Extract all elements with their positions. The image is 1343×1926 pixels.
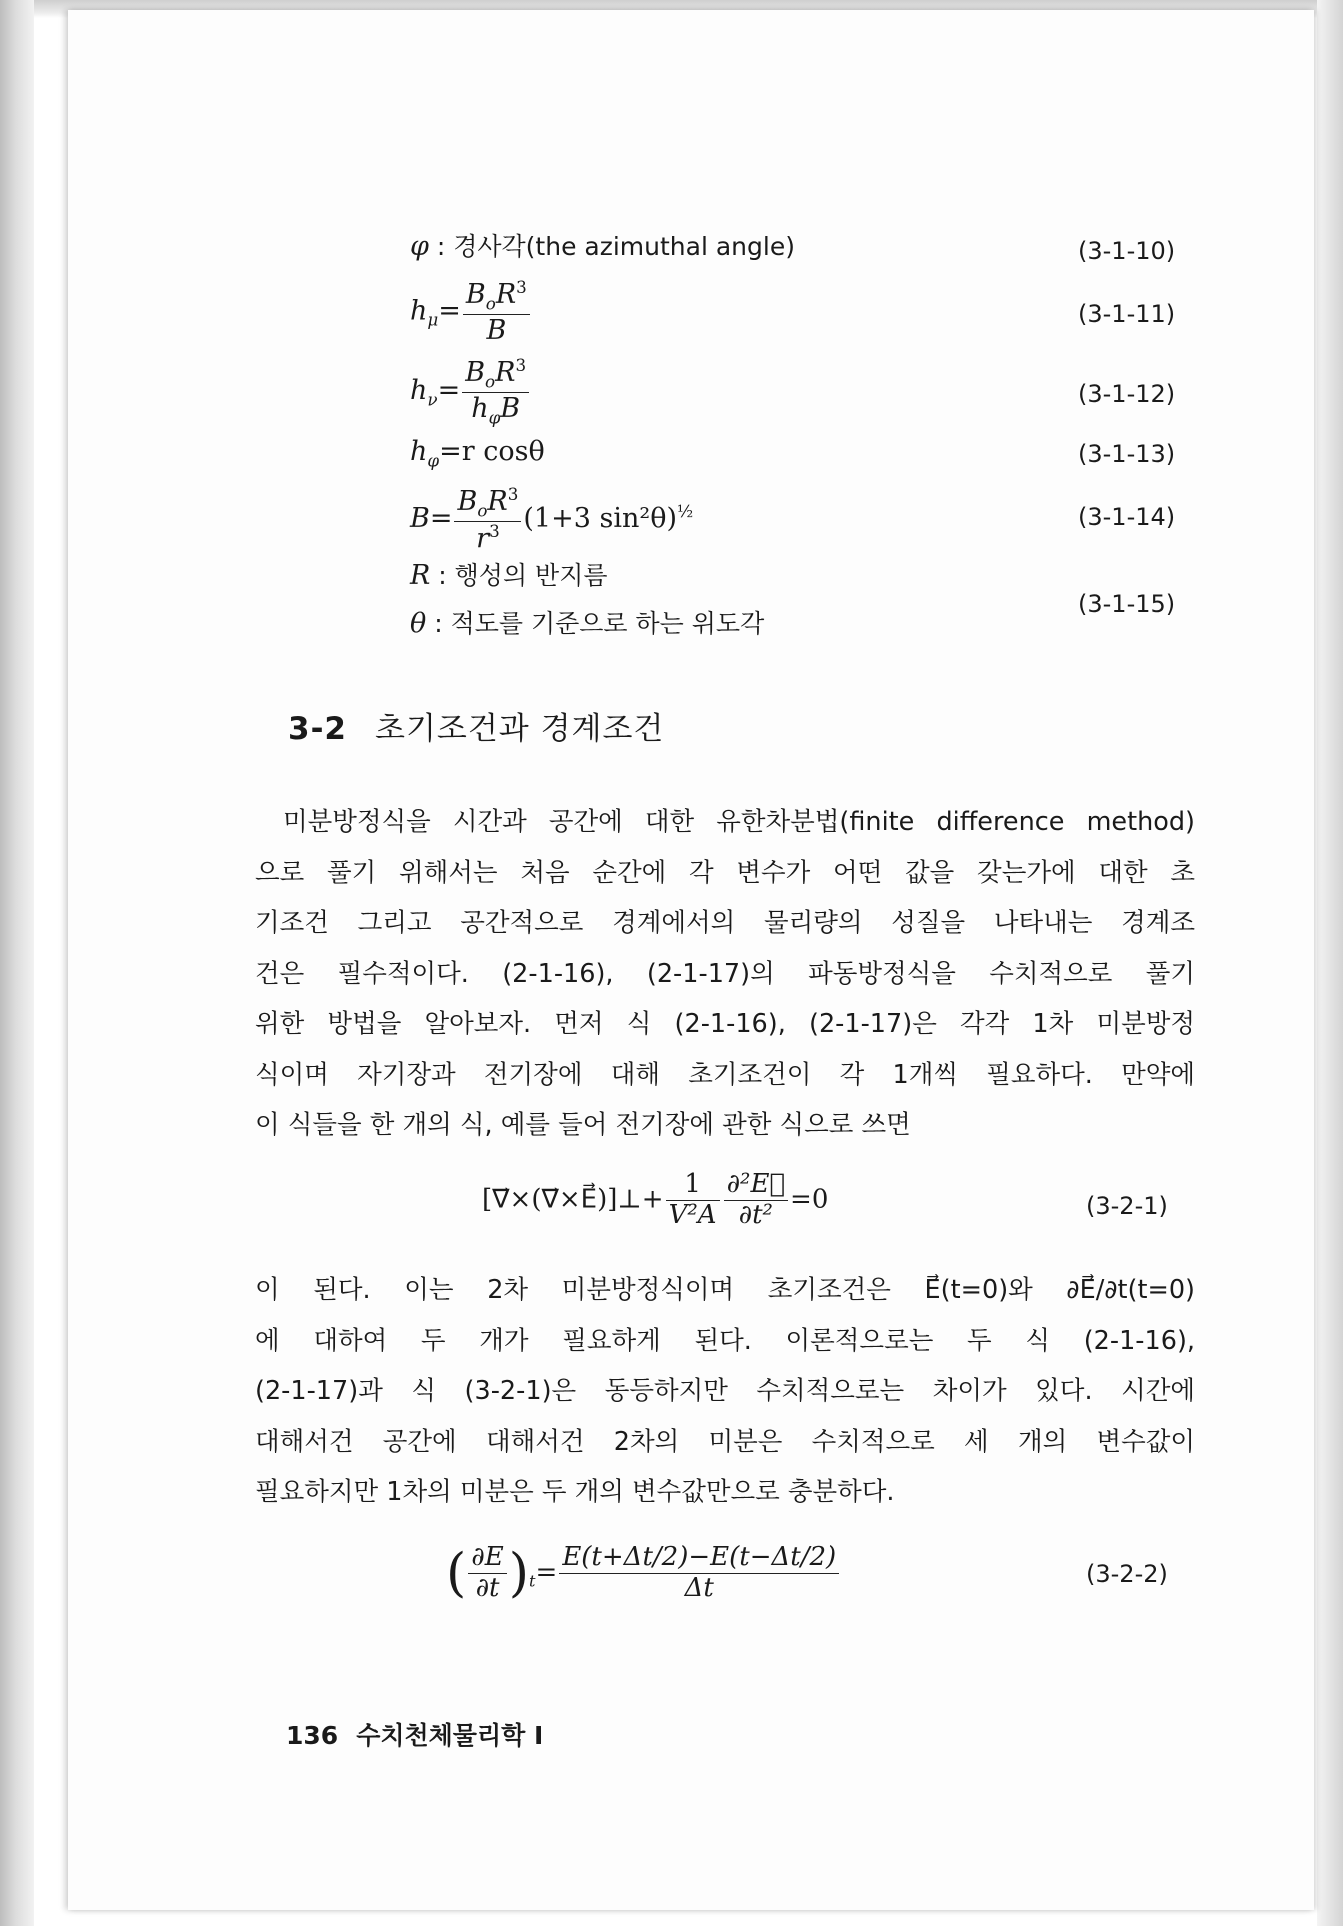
equation-h-phi: $h_\varphi=r$ cosθ: [410, 436, 545, 471]
fraction: $\frac{\partial E}{\partial t}$: [468, 1543, 506, 1604]
equation-number: (3-1-11): [1078, 300, 1176, 328]
fraction: $\frac{B_oR^3}{h_\varphi B}$: [462, 356, 529, 427]
paragraph-line: 식이며 자기장과 전기장에 대해 초기조건이 각 1개씩 필요하다. 만약에: [255, 1059, 1195, 1090]
page-edge-right: [1317, 0, 1343, 1926]
paragraph-line: 기조건 그리고 공간적으로 경계에서의 물리량의 성질을 나타내는 경계조: [255, 908, 1195, 938]
book-title: 수치천체물리학 Ⅰ: [356, 1721, 544, 1750]
paragraph-line: 이 된다. 이는 2차 미분방정식이며 초기조건은 E⃗(t=0)와 ∂E⃗/∂t(t=0): [255, 1275, 1195, 1305]
paragraph-line: 이 식들을 한 개의 식, 예를 들어 전기장에 관한 식으로 쓰면: [255, 1110, 911, 1140]
equation-3-2-2: ( $\frac{\partial E}{\partial t}$ )$_t=$ $\frac{E(t+\Delta t/2)-E(t-\Delta t/2)}{\Delta t}$: [446, 1543, 841, 1604]
equation-h-mu: $h_\mu=$ $\frac{B_oR^3}{B}$: [410, 278, 532, 346]
paragraph-line: 에 대하여 두 개가 필요하게 된다. 이론적으로는 두 식 (2-1-16),: [255, 1325, 1195, 1356]
paragraph-line: 위한 방법을 알아보자. 먼저 식 (2-1-16), (2-1-17)은 각각 1차 미분방정: [255, 1009, 1195, 1039]
fraction: $\frac{B_oR^3}{r^3}$: [454, 485, 521, 554]
paragraph-line: 대해서건 공간에 대해서건 2차의 미분은 수치적으로 세 개의 변수값이: [255, 1426, 1195, 1457]
equation-number: (3-2-2): [1086, 1560, 1168, 1588]
section-number: 3-2: [288, 711, 348, 747]
equation-3-2-1: [∇⃗×(∇⃗×E⃗)]⊥+ $\frac{1}{\text{V²A}}$ $\frac{\text{∂²E⃗}}{\text{∂t²}}$ =0: [482, 1169, 829, 1230]
section-title: 초기조건과 경계조건: [375, 711, 665, 747]
book-spine: [0, 0, 34, 1926]
fraction: $\frac{\text{∂²E⃗}}{\text{∂t²}}$: [724, 1170, 788, 1231]
equation-number: (3-2-1): [1086, 1192, 1168, 1220]
equation-number: (3-1-10): [1078, 237, 1176, 265]
page-footer: [286, 1716, 543, 1752]
theta-definition: θ : 적도를 기준으로 하는 위도각: [410, 608, 765, 639]
paragraph-line: 미분방정식을 시간과 공간에 대한 유한차분법(finite difference method): [283, 807, 1195, 837]
paragraph-line: 으로 풀기 위해서는 처음 순간에 각 변수가 어떤 값을 갖는가에 대한 초: [255, 857, 1195, 888]
R-definition: R : 행성의 반지름: [410, 560, 608, 591]
fraction: $\frac{1}{\text{V²A}}$: [666, 1170, 720, 1231]
section-heading: [288, 703, 664, 748]
paragraph-line: 건은 필수적이다. (2-1-16), (2-1-17)의 파동방정식을 수치적으로 풀기: [255, 958, 1195, 989]
equation-B: B= $\frac{B_oR^3}{r^3}$ (1+3 sin²θ)$^{\frac{1}{2}}$: [410, 484, 694, 554]
paragraph-1: [255, 797, 1195, 1151]
equation-h-nu: $h_\nu=$ $\frac{B_oR^3}{h_\varphi B}$: [410, 356, 531, 427]
paragraph-line: 필요하지만 1차의 미분은 두 개의 변수값만으로 충분하다.: [255, 1477, 895, 1507]
fraction: $\frac{E(t+\Delta t/2)-E(t-\Delta t/2)}{\Delta t}$: [559, 1543, 839, 1604]
paragraph-line: (2-1-17)과 식 (3-2-1)은 동등하지만 수치적으로는 차이가 있다. 시간에: [255, 1376, 1195, 1406]
fraction: $\frac{B_oR^3}{B}$: [463, 278, 530, 346]
paragraph-2: [255, 1265, 1195, 1518]
equation-number: (3-1-12): [1078, 380, 1176, 408]
page-number: 136: [286, 1721, 339, 1750]
equation-number: (3-1-15): [1078, 590, 1176, 618]
equation-number: (3-1-13): [1078, 440, 1176, 468]
phi-definition: φ : 경사각(the azimuthal angle): [410, 231, 795, 262]
equation-number: (3-1-14): [1078, 503, 1176, 531]
